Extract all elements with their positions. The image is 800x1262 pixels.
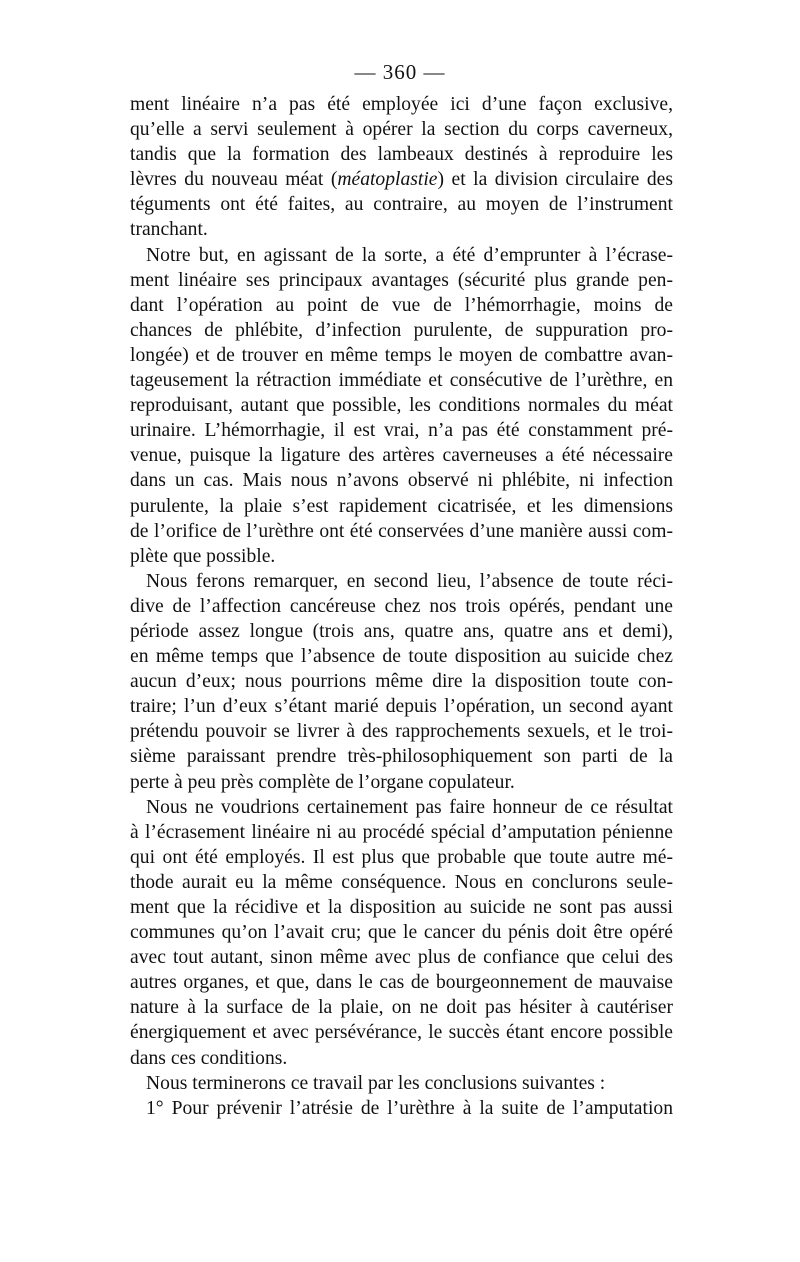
text-line: nature à la surface de la plaie, on ne doit pas hésiter à cautériser	[130, 997, 673, 1019]
text-line: période assez longue (trois ans, quatre ans, quatre ans et demi),	[130, 620, 673, 642]
text-line: en même temps que l’absence de toute disposition au suicide chez	[130, 646, 673, 668]
text-line: Notre but, en agissant de la sorte, a été d’emprunter à l’écrase-	[146, 244, 673, 266]
text-line: tageusement la rétraction immédiate et consécutive de l’urèthre, en	[130, 370, 673, 392]
text-line: ment linéaire n’a pas été employée ici d’une façon exclusive,	[130, 94, 673, 115]
text-line: tranchant.	[130, 219, 208, 241]
text-line: autres organes, et que, dans le cas de bourgeonnement de mauvaise	[130, 972, 673, 994]
text-line: tandis que la formation des lambeaux destinés à reproduire les	[130, 144, 673, 166]
text-line: traire; l’un d’eux s’étant marié depuis l’opération, un second ayant	[130, 696, 673, 718]
text-line: Nous terminerons ce travail par les conclusions suivantes :	[146, 1072, 606, 1094]
text-line: qui ont été employés. Il est plus que probable que toute autre mé-	[130, 846, 673, 868]
text-line: dans un cas. Mais nous n’avons observé ni phlébite, ni infection	[130, 470, 673, 492]
text-line: dans ces conditions.	[130, 1047, 288, 1069]
text-line: sième paraissant prendre très-philosophiquement son parti de la	[130, 746, 673, 768]
text-line: communes qu’on l’avait cru; que le cancer du pénis doit être opéré	[130, 922, 673, 944]
text-line: Nous ferons remarquer, en second lieu, l’absence de toute réci-	[146, 570, 673, 592]
italic-term: méatoplastie	[337, 169, 438, 191]
text-line: reproduisant, autant que possible, les conditions normales du méat	[130, 395, 673, 417]
text-line: avec tout autant, sinon même avec plus de confiance que celui des	[130, 947, 673, 969]
text-line: thode aurait eu la même conséquence. Nous en conclurons seule-	[130, 871, 673, 893]
text-line: ment que la récidive et la disposition au suicide ne sont pas aussi	[130, 897, 673, 918]
body-text	[130, 92, 673, 1121]
text-line: urinaire. L’hémorrhagie, il est vrai, n’a pas été constamment pré-	[130, 420, 673, 442]
text-line: dant l’opération au point de vue de l’hémorrhagie, moins de	[130, 294, 673, 316]
text-line: chances de phlébite, d’infection purulente, de suppuration pro-	[130, 319, 673, 341]
text-line: aucun d’eux; nous pourrions même dire la disposition toute con-	[130, 671, 673, 693]
page-number: — 360 —	[354, 60, 446, 84]
text-line: prétendu pouvoir se livrer à des rapprochements sexuels, et le troi-	[130, 721, 673, 743]
text-line: 1° Pour prévenir l’atrésie de l’urèthre à la suite de l’amputation	[146, 1097, 673, 1119]
text-line: de l’orifice de l’urèthre ont été conservées d’une manière aussi com-	[130, 520, 673, 542]
text-line: Nous ne voudrions certainement pas faire honneur de ce résultat	[146, 796, 673, 818]
text-line: dive de l’affection cancéreuse chez nos trois opérés, pendant une	[130, 595, 673, 617]
text-line: venue, puisque la ligature des artères caverneuses a été nécessaire	[130, 445, 673, 467]
text-line: perte à peu près complète de l’organe copulateur.	[130, 771, 515, 793]
text-line: longée) et de trouver en même temps le moyen de combattre avan-	[130, 344, 673, 366]
text-line: téguments ont été faites, au contraire, au moyen de l’instrument	[130, 194, 673, 216]
text-line: qu’elle a servi seulement à opérer la section du corps caverneux,	[130, 119, 673, 141]
text-line: ment linéaire ses principaux avantages (sécurité plus grande pen-	[130, 269, 673, 291]
text-line: plète que possible.	[130, 545, 276, 567]
text-line: purulente, la plaie s’est rapidement cicatrisée, et les dimensions	[130, 495, 673, 517]
text-line: à l’écrasement linéaire ni au procédé spécial d’amputation pénienne	[130, 821, 673, 843]
text-line: énergiquement et avec persévérance, le succès étant encore possible	[130, 1022, 673, 1044]
text-line: lèvres du nouveau méat (méatoplastie) et la division circulaire des	[130, 169, 673, 191]
